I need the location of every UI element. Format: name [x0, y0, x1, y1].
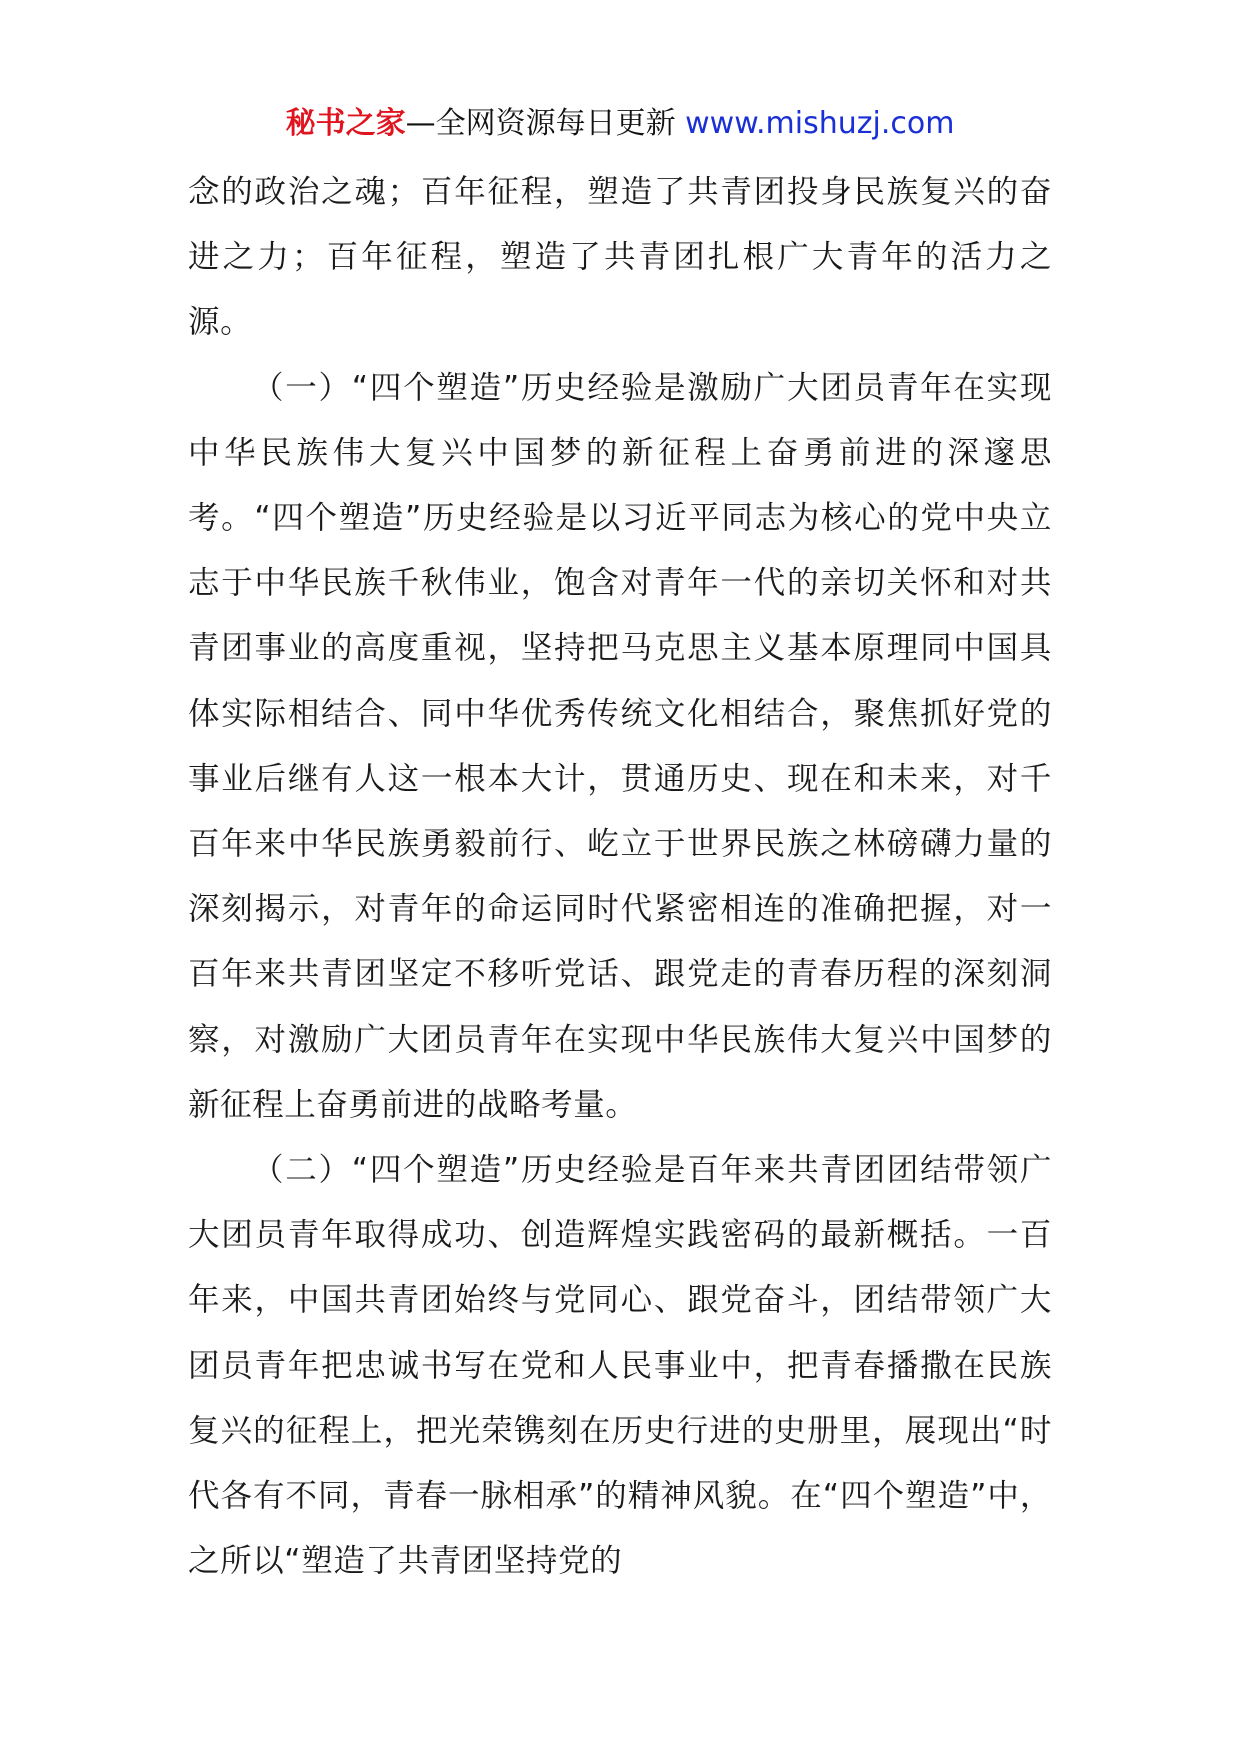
brand-name: 秘书之家: [285, 106, 406, 141]
paragraph-continuation: 念的政治之魂；百年征程，塑造了共青团投身民族复兴的奋进之力；百年征程，塑造了共青团扎根广大青年的活力之源。: [188, 174, 1052, 341]
site-url-link[interactable]: www.mishuzj.com: [685, 106, 955, 141]
page-header: [0, 102, 1240, 146]
paragraph-section-1: （一）“四个塑造”历史经验是激励广大团员青年在实现中华民族伟大复兴中国梦的新征程上奋勇前进的深邃思考。“四个塑造”历史经验是以习近平同志为核心的党中央立志于中华民族千秋伟业，饱含对青年一代的亲切关怀和对共青团事业的高度重视，坚持把马克思主义基本原理同中国具体实际相结合、同中华优秀传统文化相结合，聚焦抓好党的事业后继有人这一根本大计，贯通历史、现在和未来，对千百年来中华民族勇毅前行、屹立于世界民族之林磅礴力量的深刻揭示，对青年的命运同时代紧密相连的准确把握，对一百年来共青团坚定不移听党话、跟党走的青春历程的深刻洞察，对激励广大团员青年在实现中华民族伟大复兴中国梦的新征程上奋勇前进的战略考量。: [188, 369, 1052, 1123]
document-body: [188, 160, 1052, 1594]
paragraph-section-2: （二）“四个塑造”历史经验是百年来共青团团结带领广大团员青年取得成功、创造辉煌实践密码的最新概括。一百年来，中国共青团始终与党同心、跟党奋斗，团结带领广大团员青年把忠诚书写在党和人民事业中，把青春播撒在民族复兴的征程上，把光荣镌刻在历史行进的史册里，展现出“时代各有不同，青春一脉相承”的精神风貌。在“四个塑造”中，之所以“塑造了共青团坚持党的: [188, 1152, 1052, 1580]
header-tagline: —全网资源每日更新: [405, 106, 686, 141]
